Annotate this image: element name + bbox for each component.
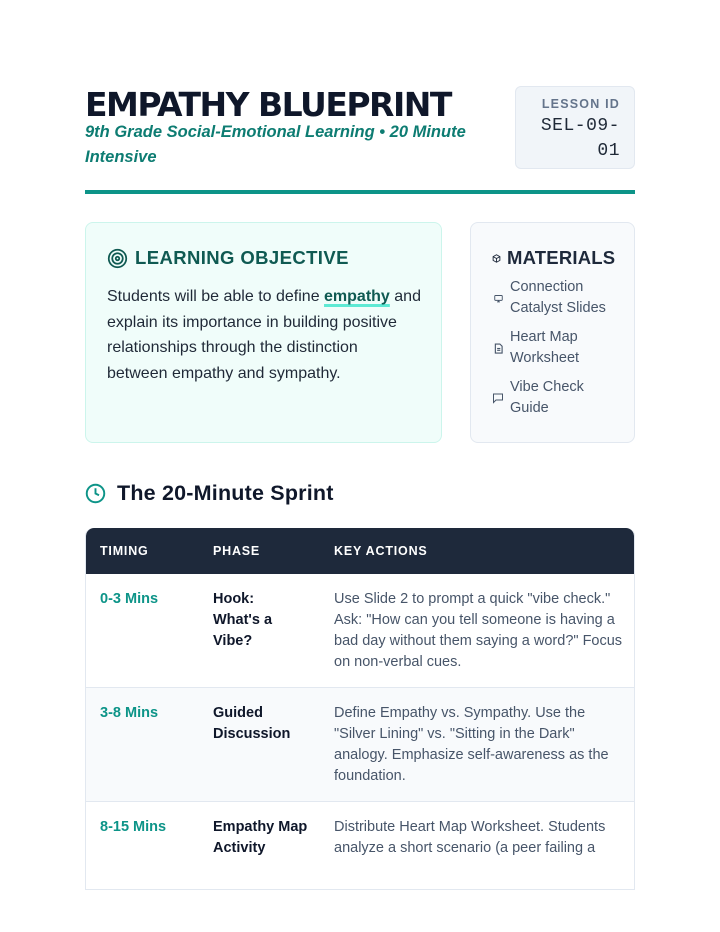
column-header-phase: PHASE [213, 544, 261, 558]
row-actions: Define Empathy vs. Sympathy. Use the "Silver Lining" vs. "Sitting in the Dark" analogy. Emphasize self-awareness as the foundation. [334, 705, 609, 784]
materials-card [470, 222, 635, 443]
row-phase: Hook: What's a Vibe? [213, 591, 273, 649]
box-icon [492, 254, 501, 263]
column-header-actions: KEY ACTIONS [334, 544, 428, 558]
monitor-icon [494, 294, 503, 303]
lesson-id-value: SEL-09-01 [540, 116, 620, 161]
materials-list [492, 277, 622, 419]
page-title: EMPATHY BLUEPRINT [85, 85, 451, 124]
table-row [86, 802, 634, 890]
lesson-id-box [515, 86, 635, 169]
learning-objective-card [85, 222, 442, 443]
table-row [86, 688, 634, 802]
objective-text-after: and explain its importance in building positive relationships through the distinction between empathy and sympathy. [107, 288, 421, 382]
materials-header [492, 245, 622, 271]
materials-title: MATERIALS [507, 247, 616, 268]
page-subtitle: 9th Grade Social-Emotional Learning • 20 Minute Intensive [85, 123, 466, 166]
material-label: Vibe Check Guide [510, 379, 584, 416]
lesson-id-label: LESSON ID [541, 97, 620, 111]
clock-icon [85, 483, 106, 504]
material-item [492, 277, 622, 319]
row-actions: Distribute Heart Map Worksheet. Students analyze a short scenario (a peer failing a [334, 819, 606, 856]
objective-text [107, 284, 421, 386]
row-timing: 0-3 Mins [100, 591, 159, 607]
material-item [492, 377, 622, 419]
document-icon [494, 343, 503, 354]
chat-bubble-icon [492, 392, 504, 404]
row-timing: 3-8 Mins [100, 705, 159, 721]
row-timing: 8-15 Mins [100, 819, 167, 835]
material-label: Connection Catalyst Slides [510, 279, 606, 316]
objective-title: LEARNING OBJECTIVE [135, 247, 349, 268]
objective-header [107, 245, 421, 271]
column-header-timing: TIMING [100, 544, 149, 558]
row-phase: Empathy Map Activity [213, 819, 308, 856]
lesson-header [85, 84, 635, 194]
sprint-table [85, 528, 635, 890]
row-actions: Use Slide 2 to prompt a quick "vibe check." Ask: "How can you tell someone is having a bad day without them saying a word?" Focus on non-verbal cues. [334, 591, 623, 670]
sprint-title: The 20-Minute Sprint [117, 480, 334, 505]
table-row [86, 574, 634, 688]
sprint-header [85, 478, 334, 508]
material-item [492, 327, 622, 369]
target-icon [107, 248, 128, 269]
objective-highlight: empathy [324, 288, 390, 305]
header-divider [85, 190, 635, 194]
objective-text-before: Students will be able to define [107, 288, 325, 305]
table-header [86, 528, 634, 574]
material-label: Heart Map Worksheet [510, 329, 580, 366]
row-phase: Guided Discussion [213, 705, 291, 742]
